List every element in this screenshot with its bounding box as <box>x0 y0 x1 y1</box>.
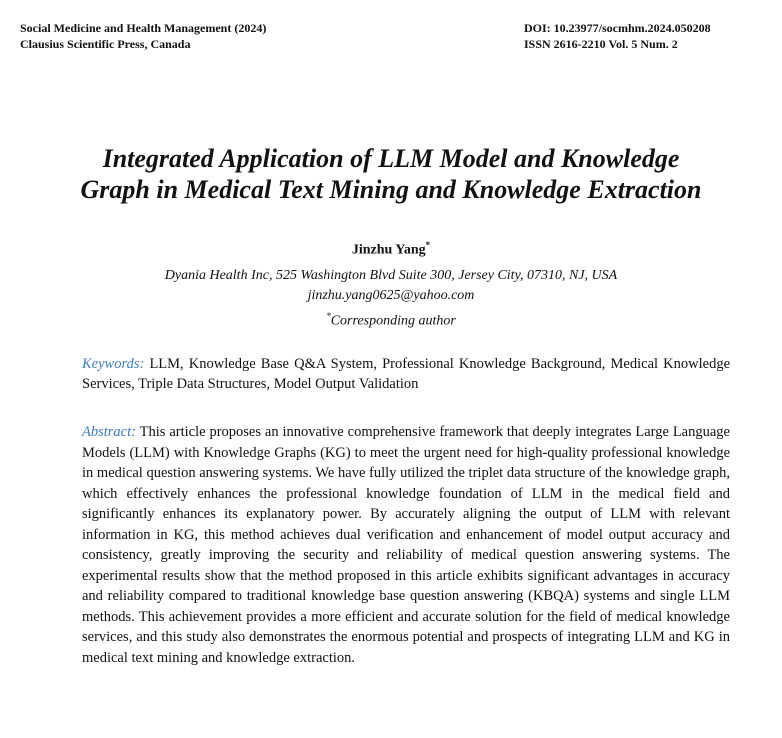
affiliation-block <box>0 266 782 332</box>
doi: DOI: 10.23977/socmhm.2024.050208 <box>524 21 711 35</box>
journal-name: Social Medicine and Health Management (2024) <box>20 21 267 35</box>
abstract-label: Abstract: <box>82 424 136 440</box>
author-corresponding-mark: * <box>425 240 431 250</box>
running-header-left <box>20 20 266 52</box>
publisher-name: Clausius Scientific Press, Canada <box>20 37 191 51</box>
issn: ISSN 2616-2210 Vol. 5 Num. 2 <box>524 37 678 51</box>
keywords-text: LLM, Knowledge Base Q&A System, Professional Knowledge Background, Medical Knowledge Services, Triple Data Structures, Model Output Validation <box>82 356 731 392</box>
affiliation-address: Dyania Health Inc, 525 Washington Blvd Suite 300, Jersey City, 07310, NJ, USA <box>164 268 618 283</box>
paper-title <box>0 143 782 205</box>
corresponding-mark: * <box>326 311 331 321</box>
corresponding-text: Corresponding author <box>330 313 456 329</box>
abstract-text: This article proposes an innovative comprehensive framework that deeply integrates Large Language Models (LLM) with Knowledge Graphs (KG) to meet the urgent need for high-quality professional knowledge in medical question answering systems. We have fully utilized the triplet data structure of the knowledge graph, which effectively enhances the professional knowledge foundation of LLM in the medical field and significantly enhances its explanatory power. By accurately aligning the output of LLM with relevant information in KG, this method achieves dual verification and enhancement of model output accuracy and consistency, greatly improving the security and reliability of medical question answering systems. The experimental results show that the method proposed in this article exhibits significant advantages in accuracy and reliability compared to traditional knowledge base question answering (KBQA) systems and single LLM methods. This achievement provides a more efficient and accurate solution for the field of medical knowledge services, and this study also demonstrates the enormous potential and prospects of integrating LLM and KG in medical text mining and knowledge extraction. <box>82 424 730 666</box>
title-line-1: Integrated Application of LLM Model and Knowledge <box>102 144 680 173</box>
keywords-label: Keywords: <box>82 356 145 372</box>
author-name: Jinzhu Yang <box>351 242 426 258</box>
corresponding-note <box>0 306 782 332</box>
running-header-right <box>524 20 711 52</box>
abstract-section <box>82 422 730 668</box>
author-email: jinzhu.yang0625@yahoo.com <box>307 288 475 303</box>
keywords-section <box>82 354 730 394</box>
title-line-2: Graph in Medical Text Mining and Knowledge Extraction <box>80 175 702 204</box>
author-line <box>0 236 782 260</box>
